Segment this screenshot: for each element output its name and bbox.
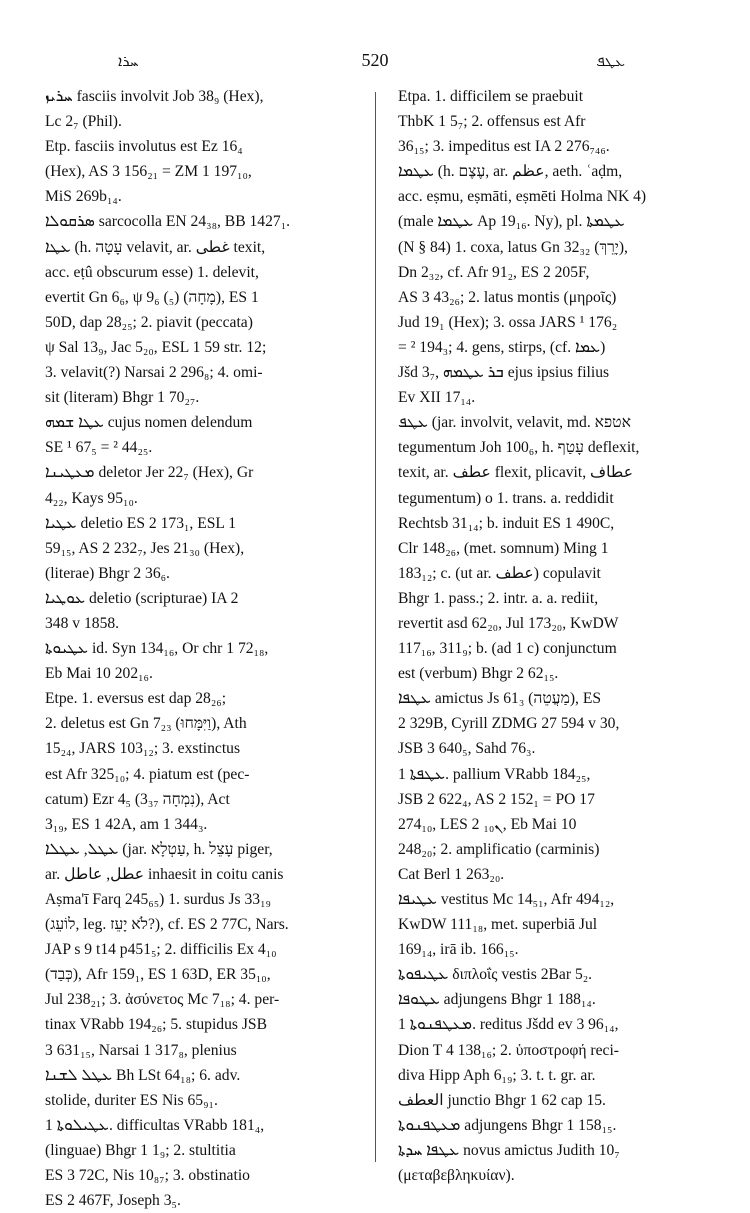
entry-line: 348 v 1858.	[45, 614, 120, 632]
entry-line: 183₁₂; c. (ut ar. عطف) copulavit	[398, 564, 601, 582]
entry-line: Etpa. 1. difficilem se praebuit	[398, 88, 584, 105]
entry-line: ܡܥܛܦܢܘܬܐ adjungens Bhgr 1 158₁₅.	[398, 1116, 617, 1134]
entry-line: AS 3 43₂₆; 2. latus montis (μηροῖς)	[398, 288, 617, 306]
column-divider	[375, 92, 376, 1162]
entry-line: Ev XII 17₁₄.	[398, 389, 476, 407]
entry-line: Lc 2₇ (Phil).	[45, 113, 122, 131]
header-left-catchword: ܚܪܐ	[118, 52, 139, 70]
page-number: 520	[361, 50, 389, 70]
entry-line: 248₂₀; 2. amplificatio (carminis)	[398, 840, 600, 858]
left-entry	[45, 410, 367, 460]
entry-line: ܥܛܐ ܫܡܗ cujus nomen delendum	[45, 414, 253, 432]
entry-line: ܥܛܠ ܠܫܢܐ Bh LSt 64₁₈; 6. adv.	[45, 1066, 241, 1084]
right-entry	[398, 1138, 720, 1188]
entry-line: est Afr 325₁₀; 4. piatum est (pec-	[45, 765, 250, 783]
entry-line: (Hex), AS 3 156₂₁ = ZM 1 197₁₀,	[45, 163, 252, 181]
entry-line: (לוֹעֵג, leg. לֹא יָעֵז?), cf. ES 2 77C, Nars.	[45, 916, 289, 934]
entry-line: 59₁₅, AS 2 232₇, Jes 21₃₀ (Hex),	[45, 539, 245, 557]
entry-line: 50D, dap 28₂₅; 2. piavit (peccata)	[45, 313, 253, 331]
right-entry	[398, 1012, 720, 1087]
right-column	[398, 84, 720, 1188]
entry-line: ܥܛܦܐ amictus Js 61₃ (מַעֲטֵה), ES	[398, 690, 602, 708]
entry-line: MiS 269b₁₄.	[45, 188, 122, 206]
entry-line: ܥܛܡܐ (h. עֶצֶם, ar. عظم, aeth. ʿaḍm,	[398, 163, 623, 181]
entry-line: 36₁₅; 3. impeditus est IA 2 276₇₄₆.	[398, 138, 610, 156]
right-entry	[398, 962, 720, 987]
entry-line: 2 329B, Cyrill ZDMG 27 594 v 30,	[398, 715, 620, 733]
entry-line: JAP s 9 t14 p451₅; 2. difficilis Ex 4₁₀	[45, 941, 277, 959]
entry-line: revertit asd 62₂₀, Jul 173₂₀, KwDW	[398, 614, 619, 632]
entry-line: العطف junctio Bhgr 1 62 cap 15.	[398, 1091, 606, 1109]
entry-line: KwDW 111₁₈, met. superbiā Jul	[398, 916, 598, 934]
entry-line: Eb Mai 10 202₁₆.	[45, 665, 153, 683]
entry-line: ܥܛܦ (jar. involvit, velavit, md. אטפא	[398, 414, 631, 432]
entry-line: texit, ar. عطف flexit, plicavit, عطاف	[398, 464, 634, 482]
left-entry	[45, 84, 367, 134]
entry-line: (male ܥܛܡܐ Ap 19₁₆. Ny), pl. ܥܛܡܬܐ	[398, 213, 625, 231]
entry-line: ܥܛܦܬܐ 1. pallium VRabb 184₂₅,	[398, 765, 591, 783]
entry-line: SE ¹ 67₅ = ² 44₂₅.	[45, 439, 153, 457]
entry-line: ܚܪܝܙ fasciis involvit Job 38₉ (Hex),	[45, 88, 264, 105]
entry-line: 2. deletus est Gn 7₂₃ (וַיִּמָּחוּ), Ath	[45, 715, 247, 733]
entry-line: Jud 19₁ (Hex); 3. ossa JARS ¹ 176₂	[398, 313, 618, 331]
left-column	[45, 84, 367, 1213]
right-entry	[398, 486, 720, 687]
right-entry	[398, 1088, 720, 1113]
entry-line: (linguae) Bhgr 1 1₉; 2. stultitia	[45, 1141, 236, 1159]
entry-line: ܥܛܘܦܐ adjungens Bhgr 1 188₁₄.	[398, 991, 596, 1009]
right-entry	[398, 887, 720, 962]
entry-line: Dion T 4 138₁₆; 2. ὑποστροφή reci-	[398, 1041, 619, 1059]
entry-line: ThbK 1 5₇; 2. offensus est Afr	[398, 113, 586, 131]
entry-line: JSB 2 622₄, AS 2 152₁ = PO 17	[398, 790, 595, 808]
entry-line: Cat Berl 1 263₂₀.	[398, 865, 505, 883]
left-entry	[45, 209, 367, 234]
entry-line: = ² 194₃; 4. gens, stirps, (cf. ܥܡܐ)	[398, 338, 606, 356]
entry-line: tegumentum Joh 100₆, h. עָטַף deflexit,	[398, 439, 640, 457]
entry-line: ܡܥܛܝܢܐ deletor Jer 22₇ (Hex), Gr	[45, 464, 254, 482]
entry-line: ES 2 467F, Joseph 3₅.	[45, 1192, 181, 1210]
left-entry	[45, 235, 367, 411]
left-entry	[45, 686, 367, 837]
entry-line: (N § 84) 1. coxa, latus Gn 32₃₂ (יָרֵךְ),	[398, 238, 628, 256]
entry-line: Jul 238₂₁; 3. ἀσύνετος Mc 7₁₈; 4. per-	[45, 991, 280, 1009]
entry-line: 15₂₄, JARS 103₁₂; 3. exstinctus	[45, 740, 241, 758]
left-entry	[45, 511, 367, 586]
right-entry	[398, 987, 720, 1012]
entry-line: 3₁₉, ES 1 42A, am 1 344₃.	[45, 815, 208, 833]
entry-line: est (verbum) Bhgr 2 62₁₅.	[398, 665, 559, 683]
entry-line: ܥܛܝܠܘܬܐ 1. difficultas VRabb 181₄,	[45, 1116, 265, 1134]
entry-line: Dn 2₃₂, cf. Afr 91₂, ES 2 205F,	[398, 263, 590, 281]
entry-line: Etpe. 1. eversus est dap 28₂₆;	[45, 690, 227, 708]
entry-line: ES 3 72C, Nis 10₈₇; 3. obstinatio	[45, 1167, 250, 1185]
entry-line: acc. eṣmu, eṣmāti, eṣmēti Holma NK 4)	[398, 188, 647, 206]
right-entry	[398, 159, 720, 410]
left-entry	[45, 460, 367, 510]
entry-line: tinax VRabb 194₂₆; 5. stupidus JSB	[45, 1016, 267, 1034]
entry-line: ܥܘܛܝܐ deletio (scripturae) IA 2	[45, 589, 239, 607]
header-right-catchword: ܥܛܦ	[596, 52, 625, 70]
entry-line: 117₁₆, 311₉; b. (ad 1 c) conjunctum	[398, 640, 617, 658]
entry-line: (literae) Bhgr 2 36₆.	[45, 564, 170, 582]
entry-line: catum) Ezr 4₅ (3₃₇ נִמְחָה), Act	[45, 790, 230, 808]
entry-line: Rechtsb 31₁₄; b. induit ES 1 490C,	[398, 514, 615, 532]
entry-line: ܥܛܦܐ ܚܕܬܐ novus amictus Judith 10₇	[398, 1141, 620, 1159]
entry-line: 3. velavit(?) Narsai 2 296₈; 4. omi-	[45, 364, 263, 382]
entry-line: 4₂₂, Kays 95₁₀.	[45, 489, 138, 507]
entry-line: ar. عطل, عاطل inhaesit in coitu canis	[45, 865, 284, 883]
entry-line: 169₁₄, irā ib. 166₁₅.	[398, 941, 519, 959]
page-header	[0, 48, 750, 78]
entry-line: Bhgr 1. pass.; 2. intr. a. a. rediit,	[398, 589, 599, 607]
entry-line: tegumentum) o 1. trans. a. reddidit	[398, 489, 614, 507]
entry-line: Clr 148₂₆, (met. somnum) Ming 1	[398, 539, 609, 557]
left-entry	[45, 837, 367, 887]
entry-line: ܥܛܝܘܬܐ id. Syn 134₁₆, Or chr 1 72₁₈,	[45, 640, 269, 658]
entry-line: sit (literam) Bhgr 1 70₂₇.	[45, 389, 200, 407]
left-entry	[45, 636, 367, 686]
left-entry	[45, 134, 367, 209]
entry-line: (μεταβεβληκυίαν).	[398, 1167, 515, 1185]
entry-line: diva Hipp Aph 6₁₉; 3. t. t. gr. ar.	[398, 1066, 596, 1084]
left-entry	[45, 887, 367, 1113]
entry-line: Etp. fasciis involutus est Ez 16₄	[45, 138, 243, 156]
entry-line: evertit Gn 6₆, ψ 9₆ (₅) (מָחָה), ES 1	[45, 288, 259, 306]
entry-line: (כְּבַד), Afr 159₁, ES 1 63D, ER 35₁₀,	[45, 966, 271, 984]
entry-line: 3 631₁₅, Narsai 1 317₈, plenius	[45, 1041, 237, 1059]
right-entry	[398, 84, 720, 159]
entry-line: acc. eṭû obscurum esse) 1. delevit,	[45, 263, 259, 281]
entry-line: ܥܛܝܦܘܬܐ διπλοΐς vestis 2Bar 5₂.	[398, 966, 593, 984]
right-entry	[398, 686, 720, 761]
entry-line: ψ Sal 13₉, Jac 5₂₀, ESL 1 59 str. 12;	[45, 338, 267, 356]
entry-line: Aṣma'ī Farq 245₆₅) 1. surdus Js 33₁₉	[45, 891, 271, 908]
entry-line: ܡܥܛܦܢܘܬܐ 1. reditus Jšdd ev 3 96₁₄,	[398, 1016, 619, 1034]
left-entry	[45, 586, 367, 636]
left-entry	[45, 1113, 367, 1213]
entry-line: ܥܛܠ, ܥܛܠܐ (jar. עַטְלָא, h. עָצֵל piger,	[45, 840, 273, 858]
entry-line: JSB 3 640₅, Sahd 76₃.	[398, 740, 536, 758]
entry-line: Jšd 3₇, ܒܪ ܥܛܡܗ ejus ipsius filius	[398, 364, 610, 382]
right-entry	[398, 762, 720, 887]
entry-line: ܥܛܐ (h. עָטָה velavit, ar. غطى texit,	[45, 238, 266, 256]
entry-line: stolide, duriter ES Nis 65₉₁.	[45, 1091, 218, 1109]
right-entry	[398, 1113, 720, 1138]
entry-line: ܣܪܩܘܠܐ sarcocolla EN 24₃₈, BB 1427₁.	[45, 213, 291, 231]
entry-line: 274₁₀, LES 2 ܢ₁₀, Eb Mai 10	[398, 815, 577, 833]
entry-line: ܥܛܝܐ deletio ES 2 173₁, ESL 1	[45, 514, 237, 532]
entry-line: ܥܛܝܦܐ vestitus Mc 14₅₁, Afr 494₁₂,	[398, 891, 615, 908]
right-entry	[398, 410, 720, 485]
